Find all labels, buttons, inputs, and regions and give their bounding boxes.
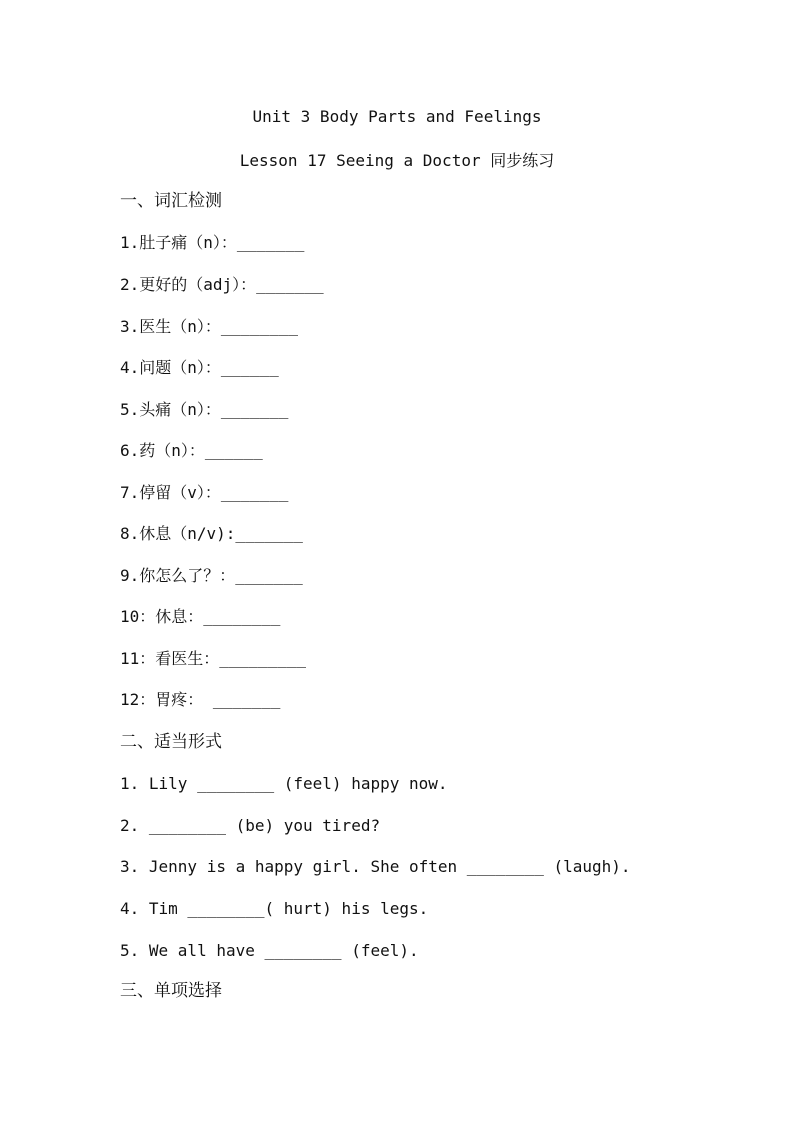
form-item-3: 3. Jenny is a happy girl. She often ________ (laugh). bbox=[120, 857, 631, 876]
vocab-item-9: 9.你怎么了？：_______ bbox=[120, 566, 303, 585]
vocab-section-heading: 一、词汇检测 bbox=[120, 191, 222, 211]
vocab-item-12: 12：胃疼： _______ bbox=[120, 690, 281, 709]
vocab-item-3: 3.医生（n）：________ bbox=[120, 317, 298, 336]
choice-section-heading: 三、单项选择 bbox=[120, 981, 222, 1001]
form-item-5: 5. We all have ________ (feel). bbox=[120, 941, 419, 960]
vocab-item-5: 5.头痛（n）：_______ bbox=[120, 400, 289, 419]
unit-title: Unit 3 Body Parts and Feelings bbox=[252, 107, 542, 126]
form-item-4: 4. Tim ________( hurt) his legs. bbox=[120, 899, 429, 918]
form-section-heading: 二、适当形式 bbox=[120, 732, 222, 752]
vocab-item-6: 6.药（n）：______ bbox=[120, 441, 263, 460]
vocab-item-1: 1.肚子痛（n）：_______ bbox=[120, 233, 305, 252]
vocab-item-10: 10：休息：________ bbox=[120, 607, 281, 626]
vocab-item-7: 7.停留（v）：_______ bbox=[120, 483, 289, 502]
vocab-item-8: 8.休息（n/v):_______ bbox=[120, 524, 303, 543]
vocab-item-11: 11：看医生：_________ bbox=[120, 649, 306, 668]
form-item-1: 1. Lily ________ (feel) happy now. bbox=[120, 774, 448, 793]
form-item-2: 2. ________ (be) you tired? bbox=[120, 816, 381, 835]
vocab-item-4: 4.问题（n）：______ bbox=[120, 358, 279, 377]
vocab-item-2: 2.更好的（adj）：_______ bbox=[120, 275, 324, 294]
lesson-title: Lesson 17 Seeing a Doctor 同步练习 bbox=[239, 151, 555, 170]
